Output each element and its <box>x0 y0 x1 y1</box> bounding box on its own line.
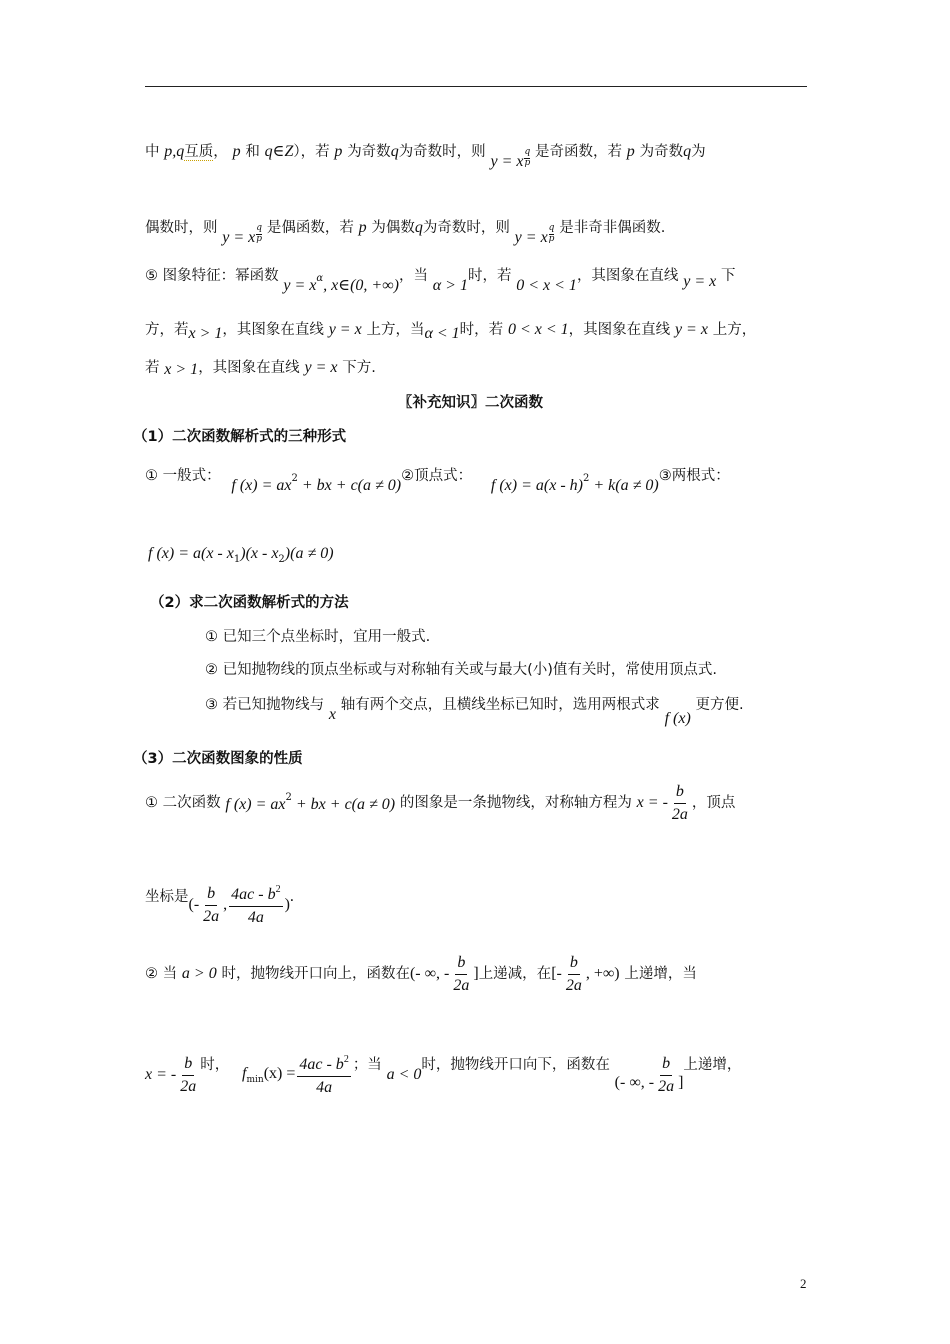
denominator: 4a <box>247 908 264 926</box>
text: 时，若 <box>459 322 504 338</box>
fraction-vertex-y <box>229 884 282 926</box>
math: y = x <box>222 229 256 246</box>
section-2-heading: （2）求二次函数解析式的方法 <box>150 595 349 611</box>
exp-numerator: q <box>524 147 531 157</box>
text: 时，抛物线开口向下，函数在 <box>421 1056 610 1073</box>
power-line-5 <box>145 360 376 376</box>
math: . <box>289 888 294 906</box>
math: p <box>358 219 367 236</box>
section-2-item-2: ② 已知抛物线的顶点坐标或与对称轴有关或与最大(小)值有关时，常使用顶点式. <box>205 662 718 678</box>
numerator: b <box>455 954 467 975</box>
math: y = x <box>514 229 548 246</box>
math: q <box>414 219 423 236</box>
power-line-2 <box>145 214 666 246</box>
denominator: 2a <box>180 1077 197 1095</box>
math: y = x <box>490 153 524 170</box>
section-1-heading: （1）二次函数解析式的三种形式 <box>133 429 347 445</box>
subscript: 2 <box>278 554 285 565</box>
text: 为偶数 <box>371 220 415 236</box>
text: ，其图象在直线 <box>576 268 679 284</box>
denominator: 2a <box>565 976 582 994</box>
text: 轴有两个交点，且横线坐标已知时，选用两根式求 <box>340 697 660 713</box>
math: f (x) = ax <box>225 796 286 814</box>
math: p <box>232 143 241 160</box>
text: 是奇函数，若 <box>535 144 623 160</box>
math: x = - <box>145 1066 177 1084</box>
text: 为奇数时，则 <box>422 220 510 236</box>
math: x > 1 <box>188 325 223 342</box>
section-1-forms <box>145 464 730 494</box>
fraction-b-over-2a <box>564 954 584 994</box>
numerator: b <box>674 783 686 804</box>
text: 时， <box>200 1056 230 1073</box>
denominator: 2a <box>203 907 220 925</box>
exponent: 2 <box>291 473 298 484</box>
section-2-item-1: ① 已知三个点坐标时，宜用一般式. <box>205 629 431 645</box>
text: ③两根式： <box>658 468 730 484</box>
text: 若 <box>145 360 160 376</box>
numerator: b <box>568 954 580 975</box>
text: 上递增， <box>683 1056 742 1073</box>
text: 为 <box>691 144 706 160</box>
math: f (x) = a(x - h) <box>490 477 583 494</box>
math: x > 1 <box>164 361 199 378</box>
numerator: 4ac - b <box>299 1056 344 1073</box>
power-line-4 <box>145 321 757 342</box>
math: 0 < x < 1 <box>507 321 569 338</box>
text: 互质 <box>184 144 214 160</box>
text: ⑤ 图象特征：幂函数 <box>145 268 279 284</box>
math: )(a ≠ 0) <box>284 545 334 562</box>
power-line-1 <box>145 138 706 170</box>
text: 和 <box>245 144 260 160</box>
text: 为奇数 <box>639 144 684 160</box>
text: 为奇数时，则 <box>398 144 486 160</box>
exponent-fraction <box>549 224 555 244</box>
subscript: 1 <box>233 554 241 565</box>
math: x <box>328 706 336 723</box>
exponent: 2 <box>343 1054 349 1065</box>
numerator: b <box>205 885 217 906</box>
exponent-fraction <box>524 148 530 168</box>
section-3-property-2 <box>145 954 697 994</box>
math: f <box>242 1064 247 1082</box>
math: f (x) <box>664 710 691 727</box>
numerator: b <box>660 1055 672 1076</box>
text: 是非奇非偶函数. <box>559 220 666 236</box>
math: (x) = <box>263 1064 296 1082</box>
fraction-vertex-y <box>297 1054 350 1096</box>
text: ① 一般式： <box>145 468 221 484</box>
math: + bx + c(a ≠ 0) <box>297 477 402 494</box>
text: ③ 若已知抛物线与 <box>205 697 325 713</box>
text: 方，若 <box>145 322 189 338</box>
text: ；当 <box>352 1056 382 1073</box>
text: ，顶点 <box>691 794 736 811</box>
exp-denominator: p <box>524 158 531 168</box>
math: p <box>334 143 343 160</box>
denominator: 4a <box>316 1078 333 1096</box>
math: )(x - x <box>240 545 279 562</box>
denominator: 2a <box>453 976 470 994</box>
math: y = x <box>283 277 317 294</box>
section-3-heading: （3）二次函数图象的性质 <box>133 751 303 767</box>
text: 下 <box>721 268 736 284</box>
math: p <box>626 143 635 160</box>
math: x = - <box>636 794 668 812</box>
denominator: 2a <box>671 805 688 823</box>
text: 下方. <box>342 360 376 376</box>
text: 上递增，当 <box>624 965 697 982</box>
math: q <box>683 143 692 160</box>
text: ，其图象在直线 <box>198 360 300 376</box>
text: 上递减，在 <box>478 965 552 982</box>
text: 时，抛物线开口向上，函数在 <box>221 965 410 982</box>
math: q <box>390 143 399 160</box>
text: ，其图象在直线 <box>222 322 324 338</box>
math: a > 0 <box>181 965 217 983</box>
denominator: 2a <box>658 1077 675 1095</box>
math: ) <box>284 896 290 914</box>
fraction-b-over-2a <box>670 783 690 823</box>
subscript: min <box>246 1074 264 1085</box>
text: 上方， <box>712 322 757 338</box>
numerator: b <box>182 1055 194 1076</box>
math: f (x) = ax <box>231 477 292 494</box>
text: 是偶函数，若 <box>266 220 354 236</box>
exponent: 2 <box>285 792 292 804</box>
text: 的图象是一条抛物线，对称轴方程为 <box>399 794 632 811</box>
math: f (x) = a(x - x <box>148 545 234 562</box>
text: ，其图象在直线 <box>568 322 671 338</box>
math: a < 0 <box>386 1066 422 1084</box>
exponent-fraction <box>256 224 262 244</box>
math: + bx + c(a ≠ 0) <box>291 796 396 814</box>
text: ① 二次函数 <box>145 794 221 811</box>
exponent: 2 <box>275 884 281 895</box>
text: ② 当 <box>145 965 178 982</box>
fraction-b-over-2a <box>178 1055 198 1095</box>
math: y = x <box>683 273 717 290</box>
text: 更方便. <box>695 697 744 713</box>
math: α < 1 <box>424 325 460 342</box>
math: y = x <box>328 321 362 338</box>
exponent: 2 <box>582 473 590 484</box>
text: 上方，当 <box>366 322 425 338</box>
page-number: 2 <box>800 1276 807 1291</box>
math: [- <box>551 965 562 983</box>
math: , x∈(0, +∞) <box>323 277 399 294</box>
text: 偶数时，则 <box>145 220 218 236</box>
math: , +∞) <box>585 965 620 983</box>
math: ] <box>678 1074 684 1092</box>
exp-denominator: p <box>548 234 555 244</box>
math: y = x <box>674 321 708 338</box>
math: + k(a ≠ 0) <box>589 477 659 494</box>
math: α > 1 <box>432 277 468 294</box>
text: ②顶点式： <box>401 468 473 484</box>
exp-numerator: q <box>548 223 555 233</box>
fraction-b-over-2a <box>656 1055 676 1095</box>
math: y = x <box>304 359 338 376</box>
section-3-vertex-coords <box>145 884 294 926</box>
math: ] <box>473 965 479 983</box>
text: ， <box>213 144 228 160</box>
section-1-two-root-form <box>148 546 334 565</box>
math: (- <box>188 896 200 914</box>
text: 中 <box>145 144 160 160</box>
fraction-b-over-2a <box>201 885 221 925</box>
math: , <box>223 896 228 914</box>
math: q∈Z <box>264 143 294 160</box>
text: 为奇数 <box>347 144 391 160</box>
header-rule <box>145 86 807 87</box>
math: 0 < x < 1 <box>516 277 577 294</box>
math: (- ∞, - <box>409 965 450 983</box>
exp-numerator: q <box>256 223 263 233</box>
text: 时，若 <box>467 268 512 284</box>
text: ，当 <box>398 268 428 284</box>
exponent: α <box>316 273 324 284</box>
text: 坐标是 <box>145 888 189 905</box>
supplement-title: 〖补充知识〗二次函数 <box>398 395 543 411</box>
math: p,q <box>164 143 185 160</box>
numerator: 4ac - b <box>231 886 276 903</box>
section-3-property-2-cont <box>145 1054 741 1096</box>
power-line-3 <box>145 264 736 294</box>
math: (- ∞, - <box>614 1074 655 1092</box>
text: ），若 <box>293 144 330 160</box>
fraction-b-over-2a <box>451 954 471 994</box>
exp-denominator: p <box>256 234 263 244</box>
section-3-property-1 <box>145 783 735 823</box>
section-2-item-3 <box>205 697 744 727</box>
